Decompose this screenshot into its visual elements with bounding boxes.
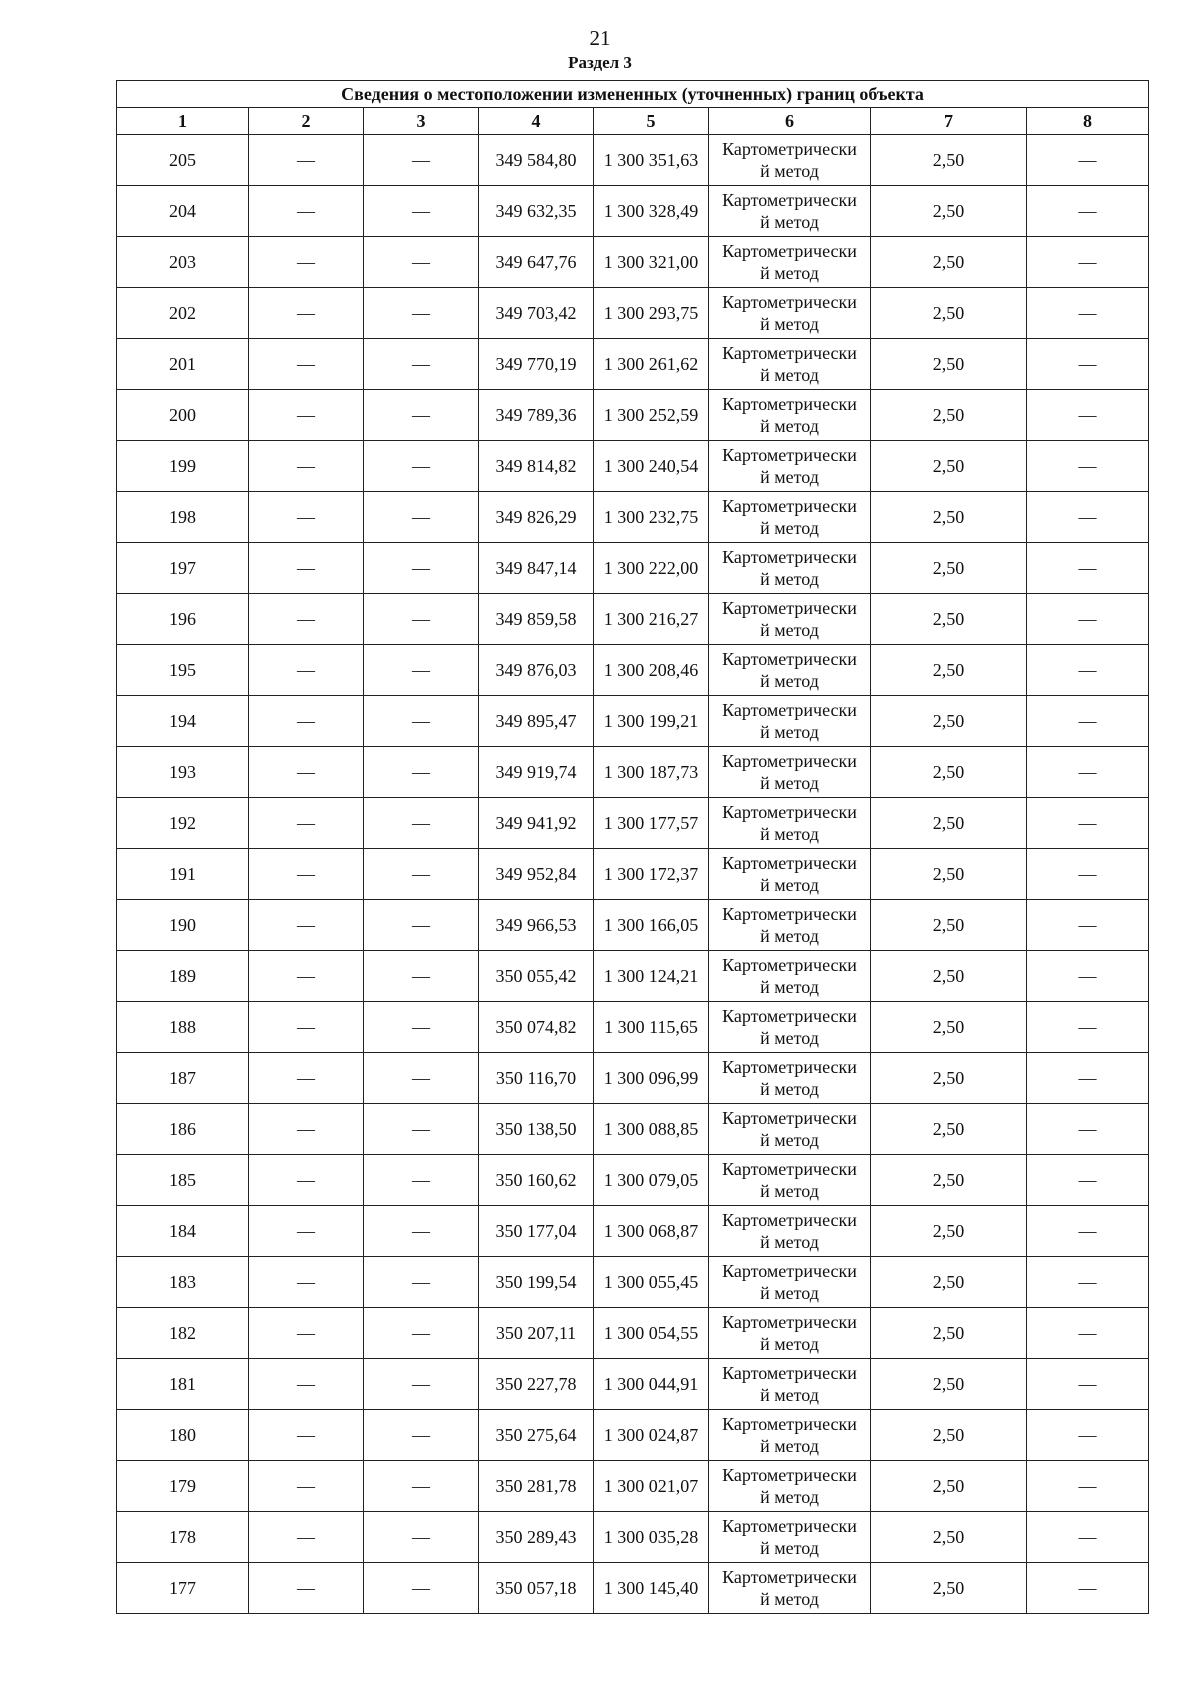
table-row (117, 696, 1149, 747)
empty-value-cell: — (1027, 543, 1149, 594)
accuracy-cell: 2,50 (871, 339, 1027, 390)
empty-value-cell: — (1027, 696, 1149, 747)
empty-value-cell: — (1027, 1206, 1149, 1257)
table-row (117, 186, 1149, 237)
point-number-cell: 195 (117, 645, 249, 696)
coordinate-y-cell: 1 300 199,21 (594, 696, 709, 747)
point-number-cell: 202 (117, 288, 249, 339)
table-row (117, 390, 1149, 441)
page-number: 21 (589, 26, 611, 50)
coordinate-x-cell: 349 847,14 (479, 543, 594, 594)
accuracy-cell: 2,50 (871, 1410, 1027, 1461)
empty-value-cell: — (364, 1104, 479, 1155)
empty-value-cell: — (364, 135, 479, 186)
method-cell: Картометрически й метод (709, 1410, 871, 1461)
point-number-cell: 199 (117, 441, 249, 492)
empty-value-cell: — (364, 900, 479, 951)
point-number-cell: 198 (117, 492, 249, 543)
method-cell: Картометрически й метод (709, 441, 871, 492)
method-cell: Картометрически й метод (709, 645, 871, 696)
table-row (117, 900, 1149, 951)
accuracy-cell: 2,50 (871, 1206, 1027, 1257)
empty-value-cell: — (249, 390, 364, 441)
method-cell: Картометрически й метод (709, 1461, 871, 1512)
accuracy-cell: 2,50 (871, 237, 1027, 288)
method-cell: Картометрически й метод (709, 492, 871, 543)
empty-value-cell: — (249, 339, 364, 390)
point-number-cell: 201 (117, 339, 249, 390)
method-cell: Картометрически й метод (709, 951, 871, 1002)
method-cell: Картометрически й метод (709, 1104, 871, 1155)
table-row (117, 645, 1149, 696)
coordinate-x-cell: 350 055,42 (479, 951, 594, 1002)
coordinate-x-cell: 350 275,64 (479, 1410, 594, 1461)
coordinate-x-cell: 349 632,35 (479, 186, 594, 237)
method-cell: Картометрически й метод (709, 1308, 871, 1359)
coordinate-x-cell: 350 177,04 (479, 1206, 594, 1257)
empty-value-cell: — (249, 594, 364, 645)
coordinate-y-cell: 1 300 216,27 (594, 594, 709, 645)
coordinate-y-cell: 1 300 177,57 (594, 798, 709, 849)
coordinate-x-cell: 349 876,03 (479, 645, 594, 696)
empty-value-cell: — (364, 339, 479, 390)
coordinate-x-cell: 349 966,53 (479, 900, 594, 951)
method-cell: Картометрически й метод (709, 1053, 871, 1104)
accuracy-cell: 2,50 (871, 543, 1027, 594)
empty-value-cell: — (249, 900, 364, 951)
point-number-cell: 183 (117, 1257, 249, 1308)
table-row (117, 1308, 1149, 1359)
table-row (117, 135, 1149, 186)
coordinate-x-cell: 350 199,54 (479, 1257, 594, 1308)
empty-value-cell: — (249, 1308, 364, 1359)
table-row (117, 1359, 1149, 1410)
empty-value-cell: — (249, 849, 364, 900)
empty-value-cell: — (1027, 798, 1149, 849)
point-number-cell: 192 (117, 798, 249, 849)
empty-value-cell: — (249, 1257, 364, 1308)
point-number-cell: 184 (117, 1206, 249, 1257)
method-cell: Картометрически й метод (709, 1359, 871, 1410)
empty-value-cell: — (249, 135, 364, 186)
empty-value-cell: — (364, 1053, 479, 1104)
method-cell: Картометрически й метод (709, 1257, 871, 1308)
coordinate-x-cell: 350 057,18 (479, 1563, 594, 1614)
point-number-cell: 194 (117, 696, 249, 747)
empty-value-cell: — (249, 1104, 364, 1155)
empty-value-cell: — (249, 237, 364, 288)
empty-value-cell: — (364, 1002, 479, 1053)
point-number-cell: 205 (117, 135, 249, 186)
accuracy-cell: 2,50 (871, 1461, 1027, 1512)
coordinate-y-cell: 1 300 252,59 (594, 390, 709, 441)
method-cell: Картометрически й метод (709, 1206, 871, 1257)
table-row (117, 543, 1149, 594)
method-cell: Картометрически й метод (709, 390, 871, 441)
accuracy-cell: 2,50 (871, 1053, 1027, 1104)
empty-value-cell: — (249, 186, 364, 237)
empty-value-cell: — (1027, 1512, 1149, 1563)
empty-value-cell: — (364, 594, 479, 645)
empty-value-cell: — (364, 237, 479, 288)
coordinate-x-cell: 349 789,36 (479, 390, 594, 441)
empty-value-cell: — (364, 798, 479, 849)
table-row (117, 1257, 1149, 1308)
point-number-cell: 204 (117, 186, 249, 237)
point-number-cell: 187 (117, 1053, 249, 1104)
coordinate-y-cell: 1 300 096,99 (594, 1053, 709, 1104)
table-caption: Сведения о местоположении измененных (уточненных) границ объекта (117, 81, 1149, 108)
accuracy-cell: 2,50 (871, 594, 1027, 645)
coordinate-y-cell: 1 300 145,40 (594, 1563, 709, 1614)
method-cell: Картометрически й метод (709, 135, 871, 186)
empty-value-cell: — (364, 288, 479, 339)
empty-value-cell: — (249, 492, 364, 543)
coordinate-x-cell: 349 703,42 (479, 288, 594, 339)
point-number-cell: 197 (117, 543, 249, 594)
table-row (117, 1410, 1149, 1461)
table-row (117, 441, 1149, 492)
empty-value-cell: — (1027, 1359, 1149, 1410)
method-cell: Картометрически й метод (709, 288, 871, 339)
point-number-cell: 188 (117, 1002, 249, 1053)
empty-value-cell: — (364, 543, 479, 594)
empty-value-cell: — (364, 696, 479, 747)
empty-value-cell: — (249, 645, 364, 696)
empty-value-cell: — (1027, 186, 1149, 237)
accuracy-cell: 2,50 (871, 1308, 1027, 1359)
coordinate-x-cell: 349 941,92 (479, 798, 594, 849)
empty-value-cell: — (1027, 1053, 1149, 1104)
coordinate-y-cell: 1 300 088,85 (594, 1104, 709, 1155)
accuracy-cell: 2,50 (871, 1104, 1027, 1155)
point-number-cell: 191 (117, 849, 249, 900)
empty-value-cell: — (1027, 1155, 1149, 1206)
coordinate-y-cell: 1 300 172,37 (594, 849, 709, 900)
empty-value-cell: — (364, 390, 479, 441)
empty-value-cell: — (1027, 645, 1149, 696)
empty-value-cell: — (249, 798, 364, 849)
empty-value-cell: — (249, 1461, 364, 1512)
empty-value-cell: — (1027, 135, 1149, 186)
empty-value-cell: — (249, 696, 364, 747)
empty-value-cell: — (1027, 1257, 1149, 1308)
table-row (117, 492, 1149, 543)
accuracy-cell: 2,50 (871, 186, 1027, 237)
coordinate-x-cell: 350 116,70 (479, 1053, 594, 1104)
column-number: 1 (117, 108, 249, 135)
accuracy-cell: 2,50 (871, 1512, 1027, 1563)
empty-value-cell: — (1027, 339, 1149, 390)
column-number: 5 (594, 108, 709, 135)
boundary-coordinates-table (116, 80, 1149, 1614)
coordinate-y-cell: 1 300 079,05 (594, 1155, 709, 1206)
empty-value-cell: — (364, 645, 479, 696)
empty-value-cell: — (249, 543, 364, 594)
accuracy-cell: 2,50 (871, 645, 1027, 696)
empty-value-cell: — (1027, 1308, 1149, 1359)
accuracy-cell: 2,50 (871, 900, 1027, 951)
method-cell: Картометрически й метод (709, 1563, 871, 1614)
accuracy-cell: 2,50 (871, 135, 1027, 186)
empty-value-cell: — (249, 1002, 364, 1053)
empty-value-cell: — (364, 1410, 479, 1461)
table-row (117, 1155, 1149, 1206)
method-cell: Картометрически й метод (709, 1512, 871, 1563)
accuracy-cell: 2,50 (871, 1563, 1027, 1614)
point-number-cell: 189 (117, 951, 249, 1002)
point-number-cell: 179 (117, 1461, 249, 1512)
point-number-cell: 186 (117, 1104, 249, 1155)
coordinate-x-cell: 349 826,29 (479, 492, 594, 543)
empty-value-cell: — (364, 1461, 479, 1512)
empty-value-cell: — (249, 951, 364, 1002)
accuracy-cell: 2,50 (871, 390, 1027, 441)
empty-value-cell: — (249, 1563, 364, 1614)
point-number-cell: 182 (117, 1308, 249, 1359)
empty-value-cell: — (364, 951, 479, 1002)
accuracy-cell: 2,50 (871, 1155, 1027, 1206)
empty-value-cell: — (1027, 237, 1149, 288)
coordinate-x-cell: 350 289,43 (479, 1512, 594, 1563)
method-cell: Картометрически й метод (709, 1002, 871, 1053)
accuracy-cell: 2,50 (871, 441, 1027, 492)
coordinate-y-cell: 1 300 187,73 (594, 747, 709, 798)
empty-value-cell: — (1027, 900, 1149, 951)
empty-value-cell: — (364, 849, 479, 900)
empty-value-cell: — (364, 186, 479, 237)
empty-value-cell: — (364, 1308, 479, 1359)
coordinate-x-cell: 350 207,11 (479, 1308, 594, 1359)
empty-value-cell: — (1027, 1002, 1149, 1053)
table-row (117, 1461, 1149, 1512)
table-row (117, 1563, 1149, 1614)
empty-value-cell: — (1027, 390, 1149, 441)
coordinate-y-cell: 1 300 232,75 (594, 492, 709, 543)
table-row (117, 849, 1149, 900)
method-cell: Картометрически й метод (709, 696, 871, 747)
column-number: 7 (871, 108, 1027, 135)
table-row (117, 798, 1149, 849)
accuracy-cell: 2,50 (871, 849, 1027, 900)
table-caption-row (117, 81, 1149, 108)
point-number-cell: 200 (117, 390, 249, 441)
coordinate-y-cell: 1 300 055,45 (594, 1257, 709, 1308)
empty-value-cell: — (364, 747, 479, 798)
empty-value-cell: — (1027, 1461, 1149, 1512)
coordinate-y-cell: 1 300 261,62 (594, 339, 709, 390)
accuracy-cell: 2,50 (871, 492, 1027, 543)
column-number: 3 (364, 108, 479, 135)
method-cell: Картометрически й метод (709, 186, 871, 237)
empty-value-cell: — (1027, 747, 1149, 798)
table-row (117, 747, 1149, 798)
coordinate-y-cell: 1 300 021,07 (594, 1461, 709, 1512)
empty-value-cell: — (249, 1359, 364, 1410)
empty-value-cell: — (1027, 951, 1149, 1002)
method-cell: Картометрически й метод (709, 798, 871, 849)
empty-value-cell: — (1027, 849, 1149, 900)
table-body (117, 135, 1149, 1614)
method-cell: Картометрически й метод (709, 747, 871, 798)
empty-value-cell: — (249, 1155, 364, 1206)
table-row (117, 951, 1149, 1002)
point-number-cell: 181 (117, 1359, 249, 1410)
column-number: 4 (479, 108, 594, 135)
coordinate-y-cell: 1 300 035,28 (594, 1512, 709, 1563)
method-cell: Картометрически й метод (709, 237, 871, 288)
coordinate-x-cell: 349 919,74 (479, 747, 594, 798)
empty-value-cell: — (1027, 441, 1149, 492)
empty-value-cell: — (249, 1053, 364, 1104)
table-row (117, 1002, 1149, 1053)
coordinate-x-cell: 350 281,78 (479, 1461, 594, 1512)
method-cell: Картометрически й метод (709, 1155, 871, 1206)
method-cell: Картометрически й метод (709, 849, 871, 900)
coordinate-y-cell: 1 300 328,49 (594, 186, 709, 237)
point-number-cell: 185 (117, 1155, 249, 1206)
method-cell: Картометрически й метод (709, 900, 871, 951)
empty-value-cell: — (364, 1512, 479, 1563)
coordinate-x-cell: 350 074,82 (479, 1002, 594, 1053)
coordinate-y-cell: 1 300 024,87 (594, 1410, 709, 1461)
coordinate-x-cell: 350 227,78 (479, 1359, 594, 1410)
coordinate-x-cell: 350 160,62 (479, 1155, 594, 1206)
column-number: 6 (709, 108, 871, 135)
point-number-cell: 196 (117, 594, 249, 645)
coordinate-x-cell: 349 952,84 (479, 849, 594, 900)
coordinate-x-cell: 349 814,82 (479, 441, 594, 492)
coordinate-x-cell: 349 770,19 (479, 339, 594, 390)
empty-value-cell: — (364, 1155, 479, 1206)
empty-value-cell: — (249, 747, 364, 798)
accuracy-cell: 2,50 (871, 951, 1027, 1002)
column-number: 2 (249, 108, 364, 135)
table-row (117, 339, 1149, 390)
empty-value-cell: — (249, 441, 364, 492)
coordinate-y-cell: 1 300 222,00 (594, 543, 709, 594)
table-row (117, 1104, 1149, 1155)
section-title: Раздел 3 (568, 53, 632, 72)
empty-value-cell: — (1027, 288, 1149, 339)
method-cell: Картометрически й метод (709, 543, 871, 594)
table-row (117, 594, 1149, 645)
point-number-cell: 177 (117, 1563, 249, 1614)
coordinate-y-cell: 1 300 293,75 (594, 288, 709, 339)
empty-value-cell: — (249, 288, 364, 339)
empty-value-cell: — (249, 1512, 364, 1563)
empty-value-cell: — (364, 1359, 479, 1410)
accuracy-cell: 2,50 (871, 747, 1027, 798)
coordinate-y-cell: 1 300 054,55 (594, 1308, 709, 1359)
empty-value-cell: — (1027, 492, 1149, 543)
column-number: 8 (1027, 108, 1149, 135)
coordinate-x-cell: 349 584,80 (479, 135, 594, 186)
coordinate-y-cell: 1 300 068,87 (594, 1206, 709, 1257)
method-cell: Картометрически й метод (709, 339, 871, 390)
coordinate-y-cell: 1 300 351,63 (594, 135, 709, 186)
coordinate-x-cell: 349 647,76 (479, 237, 594, 288)
table-row (117, 237, 1149, 288)
empty-value-cell: — (364, 1257, 479, 1308)
accuracy-cell: 2,50 (871, 798, 1027, 849)
table-row (117, 288, 1149, 339)
empty-value-cell: — (1027, 594, 1149, 645)
empty-value-cell: — (1027, 1563, 1149, 1614)
empty-value-cell: — (364, 441, 479, 492)
empty-value-cell: — (364, 1206, 479, 1257)
coordinate-y-cell: 1 300 124,21 (594, 951, 709, 1002)
table-row (117, 1512, 1149, 1563)
method-cell: Картометрически й метод (709, 594, 871, 645)
coordinate-y-cell: 1 300 166,05 (594, 900, 709, 951)
coordinate-x-cell: 350 138,50 (479, 1104, 594, 1155)
empty-value-cell: — (1027, 1410, 1149, 1461)
coordinate-y-cell: 1 300 115,65 (594, 1002, 709, 1053)
point-number-cell: 193 (117, 747, 249, 798)
accuracy-cell: 2,50 (871, 696, 1027, 747)
coordinate-y-cell: 1 300 321,00 (594, 237, 709, 288)
accuracy-cell: 2,50 (871, 1359, 1027, 1410)
accuracy-cell: 2,50 (871, 1002, 1027, 1053)
coordinate-y-cell: 1 300 208,46 (594, 645, 709, 696)
table-row (117, 1206, 1149, 1257)
point-number-cell: 180 (117, 1410, 249, 1461)
accuracy-cell: 2,50 (871, 1257, 1027, 1308)
empty-value-cell: — (249, 1206, 364, 1257)
empty-value-cell: — (364, 1563, 479, 1614)
point-number-cell: 178 (117, 1512, 249, 1563)
empty-value-cell: — (1027, 1104, 1149, 1155)
empty-value-cell: — (364, 492, 479, 543)
coordinate-y-cell: 1 300 044,91 (594, 1359, 709, 1410)
point-number-cell: 190 (117, 900, 249, 951)
coordinate-y-cell: 1 300 240,54 (594, 441, 709, 492)
coordinate-x-cell: 349 895,47 (479, 696, 594, 747)
empty-value-cell: — (249, 1410, 364, 1461)
accuracy-cell: 2,50 (871, 288, 1027, 339)
column-number-row (117, 108, 1149, 135)
point-number-cell: 203 (117, 237, 249, 288)
coordinate-x-cell: 349 859,58 (479, 594, 594, 645)
table-row (117, 1053, 1149, 1104)
